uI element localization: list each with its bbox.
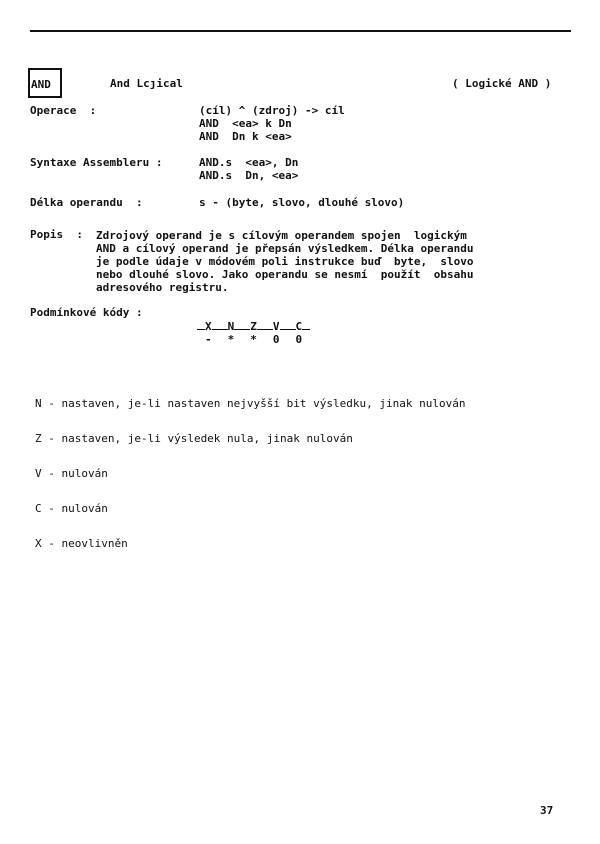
legend-line: V - nulován xyxy=(35,467,108,480)
flag-value-v: 0 xyxy=(272,333,280,346)
top-rule xyxy=(30,30,571,32)
flag-c: C xyxy=(295,320,303,333)
flag-names-row xyxy=(197,319,310,333)
flag-legend xyxy=(35,374,465,561)
flag-n: N xyxy=(227,320,235,333)
operace-line: AND <ea> k Dn xyxy=(199,117,292,130)
popis-line: je podle údaje v módovém poli instrukce buď byte, slovo xyxy=(96,255,474,268)
legend-line: X - neovlivněn xyxy=(35,537,128,550)
operace-label: Operace : xyxy=(30,104,97,117)
flag-value-x: - xyxy=(205,333,212,346)
flag-value-z: * xyxy=(250,333,257,346)
operace-line: (cíl) ^ (zdroj) -> cíl xyxy=(199,104,345,117)
condition-codes-label: Podmínkové kódy : xyxy=(30,306,143,319)
popis-line: AND a cílový operand je přepsán výsledkem. Délka operandu xyxy=(96,242,474,255)
mnemonic-box xyxy=(28,68,62,98)
popis-line: nebo dlouhé slovo. Jako operandu se nesmí použít obsahu xyxy=(96,268,474,281)
popis-label: Popis : xyxy=(30,228,83,241)
popis-line: adresového registru. xyxy=(96,281,229,294)
delka-label: Délka operandu : xyxy=(30,196,143,209)
flag-x: X xyxy=(205,320,212,333)
flag-values-row xyxy=(197,333,310,346)
mnemonic-label: AND xyxy=(31,78,51,91)
flag-v: V xyxy=(272,320,280,333)
syntaxe-line: AND.s <ea>, Dn xyxy=(199,156,299,169)
flag-value-n: * xyxy=(227,333,235,346)
legend-line: N - nastaven, je-li nastaven nejvyšší bit výsledku, jinak nulován xyxy=(35,397,466,410)
legend-line: Z - nastaven, je-li výsledek nula, jinak nulován xyxy=(35,432,353,445)
syntaxe-label: Syntaxe Assembleru : xyxy=(30,156,163,169)
operace-line: AND Dn k <ea> xyxy=(199,130,292,143)
legend-line: C - nulován xyxy=(35,502,108,515)
instruction-subtitle: ( Logické AND ) xyxy=(452,77,552,90)
page-number: 37 xyxy=(540,804,554,817)
popis-text xyxy=(96,229,564,294)
instruction-title: And Lcȷical xyxy=(110,77,183,90)
syntaxe-line: AND.s Dn, <ea> xyxy=(199,169,299,182)
flag-z: Z xyxy=(250,320,257,333)
condition-codes-table xyxy=(197,319,310,346)
flag-value-c: 0 xyxy=(295,333,303,346)
delka-value: s - (byte, slovo, dlouhé slovo) xyxy=(199,196,405,209)
popis-line: Zdrojový operand je s cílovým operandem spojen logickým xyxy=(96,229,467,242)
